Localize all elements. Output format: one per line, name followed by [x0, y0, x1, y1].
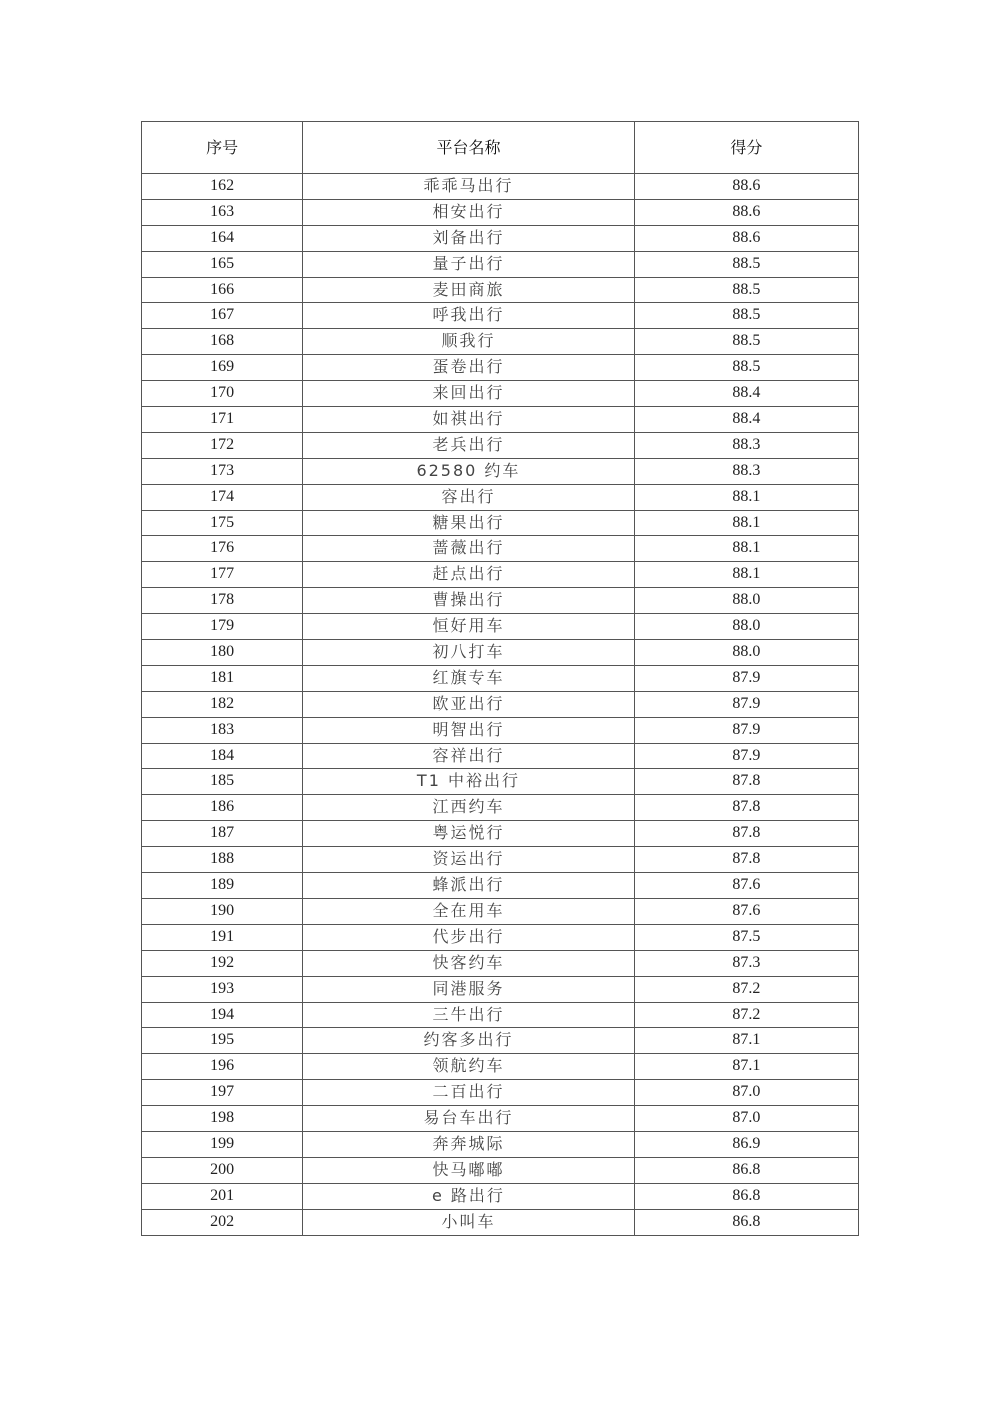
score-cell: 87.2	[634, 976, 858, 1002]
serial-number-cell: 180	[142, 640, 303, 666]
platform-name-cell: 代步出行	[303, 924, 634, 950]
platform-name-cell: 顺我行	[303, 329, 634, 355]
table-row	[142, 536, 859, 562]
serial-number-cell: 200	[142, 1157, 303, 1183]
score-cell: 87.8	[634, 769, 858, 795]
platform-name-cell: 欧亚出行	[303, 691, 634, 717]
platform-name-cell: 蛋卷出行	[303, 355, 634, 381]
score-cell: 88.1	[634, 484, 858, 510]
serial-number-cell: 165	[142, 251, 303, 277]
table-row	[142, 717, 859, 743]
score-cell: 87.1	[634, 1028, 858, 1054]
serial-number-cell: 190	[142, 898, 303, 924]
serial-number-cell: 189	[142, 873, 303, 899]
score-cell: 87.5	[634, 924, 858, 950]
serial-number-cell: 184	[142, 743, 303, 769]
platform-name-cell: 明智出行	[303, 717, 634, 743]
platform-name-cell: 奔奔城际	[303, 1131, 634, 1157]
platform-name-cell: 恒好用车	[303, 614, 634, 640]
score-cell: 88.5	[634, 251, 858, 277]
header-platform-name: 平台名称	[303, 122, 634, 174]
serial-number-cell: 188	[142, 847, 303, 873]
table-row	[142, 640, 859, 666]
platform-name-cell: 来回出行	[303, 381, 634, 407]
serial-number-cell: 176	[142, 536, 303, 562]
table-row	[142, 1183, 859, 1209]
platform-name-cell: 快马嘟嘟	[303, 1157, 634, 1183]
table-row	[142, 847, 859, 873]
serial-number-cell: 167	[142, 303, 303, 329]
score-cell: 87.9	[634, 743, 858, 769]
platform-name-cell: 赶点出行	[303, 562, 634, 588]
ranking-table	[141, 121, 859, 1236]
platform-name-cell: 容出行	[303, 484, 634, 510]
platform-name-cell: 62580 约车	[303, 458, 634, 484]
table-row	[142, 381, 859, 407]
table-row	[142, 924, 859, 950]
score-cell: 86.8	[634, 1157, 858, 1183]
platform-name-cell: 易台车出行	[303, 1106, 634, 1132]
score-cell: 88.4	[634, 381, 858, 407]
table-row	[142, 1080, 859, 1106]
score-cell: 88.6	[634, 174, 858, 200]
platform-name-cell: 全在用车	[303, 898, 634, 924]
header-row	[142, 122, 859, 174]
platform-name-cell: 蜂派出行	[303, 873, 634, 899]
table-row	[142, 1157, 859, 1183]
serial-number-cell: 172	[142, 432, 303, 458]
score-cell: 87.0	[634, 1106, 858, 1132]
score-cell: 88.1	[634, 536, 858, 562]
score-cell: 88.5	[634, 277, 858, 303]
serial-number-cell: 178	[142, 588, 303, 614]
platform-name-cell: 糖果出行	[303, 510, 634, 536]
score-cell: 86.9	[634, 1131, 858, 1157]
serial-number-cell: 202	[142, 1209, 303, 1235]
table-row	[142, 950, 859, 976]
table-row	[142, 562, 859, 588]
platform-name-cell: 量子出行	[303, 251, 634, 277]
platform-name-cell: 二百出行	[303, 1080, 634, 1106]
score-cell: 88.6	[634, 225, 858, 251]
score-cell: 88.5	[634, 355, 858, 381]
score-cell: 87.8	[634, 847, 858, 873]
serial-number-cell: 179	[142, 614, 303, 640]
table-header	[142, 122, 859, 174]
score-cell: 88.1	[634, 510, 858, 536]
serial-number-cell: 194	[142, 1002, 303, 1028]
table-row	[142, 665, 859, 691]
serial-number-cell: 192	[142, 950, 303, 976]
table-row	[142, 407, 859, 433]
table-row	[142, 510, 859, 536]
serial-number-cell: 183	[142, 717, 303, 743]
header-score: 得分	[634, 122, 858, 174]
serial-number-cell: 187	[142, 821, 303, 847]
platform-name-cell: 容祥出行	[303, 743, 634, 769]
serial-number-cell: 181	[142, 665, 303, 691]
score-cell: 88.0	[634, 614, 858, 640]
score-cell: 88.5	[634, 303, 858, 329]
platform-name-cell: 快客约车	[303, 950, 634, 976]
serial-number-cell: 186	[142, 795, 303, 821]
serial-number-cell: 196	[142, 1054, 303, 1080]
table-row	[142, 277, 859, 303]
table-row	[142, 898, 859, 924]
table-row	[142, 199, 859, 225]
score-cell: 87.9	[634, 691, 858, 717]
table-row	[142, 432, 859, 458]
table-row	[142, 691, 859, 717]
score-cell: 87.9	[634, 665, 858, 691]
table-row	[142, 1209, 859, 1235]
table-row	[142, 588, 859, 614]
platform-name-cell: T1 中裕出行	[303, 769, 634, 795]
score-cell: 87.6	[634, 873, 858, 899]
serial-number-cell: 164	[142, 225, 303, 251]
serial-number-cell: 162	[142, 174, 303, 200]
score-cell: 87.2	[634, 1002, 858, 1028]
platform-name-cell: 蔷薇出行	[303, 536, 634, 562]
table-row	[142, 769, 859, 795]
score-cell: 86.8	[634, 1209, 858, 1235]
serial-number-cell: 166	[142, 277, 303, 303]
serial-number-cell: 195	[142, 1028, 303, 1054]
serial-number-cell: 163	[142, 199, 303, 225]
score-cell: 88.3	[634, 432, 858, 458]
platform-name-cell: 呼我出行	[303, 303, 634, 329]
table-row	[142, 303, 859, 329]
score-cell: 88.1	[634, 562, 858, 588]
table-row	[142, 743, 859, 769]
score-cell: 88.6	[634, 199, 858, 225]
platform-name-cell: 粤运悦行	[303, 821, 634, 847]
score-cell: 87.3	[634, 950, 858, 976]
score-cell: 87.8	[634, 821, 858, 847]
score-cell: 88.0	[634, 588, 858, 614]
table-row	[142, 873, 859, 899]
platform-name-cell: 小叫车	[303, 1209, 634, 1235]
serial-number-cell: 171	[142, 407, 303, 433]
platform-name-cell: 老兵出行	[303, 432, 634, 458]
table-row	[142, 1131, 859, 1157]
score-cell: 88.4	[634, 407, 858, 433]
table-row	[142, 1054, 859, 1080]
serial-number-cell: 182	[142, 691, 303, 717]
serial-number-cell: 175	[142, 510, 303, 536]
serial-number-cell: 170	[142, 381, 303, 407]
platform-name-cell: 红旗专车	[303, 665, 634, 691]
serial-number-cell: 201	[142, 1183, 303, 1209]
serial-number-cell: 193	[142, 976, 303, 1002]
platform-name-cell: 麦田商旅	[303, 277, 634, 303]
table-row	[142, 1002, 859, 1028]
header-serial-number: 序号	[142, 122, 303, 174]
serial-number-cell: 197	[142, 1080, 303, 1106]
serial-number-cell: 198	[142, 1106, 303, 1132]
score-cell: 87.9	[634, 717, 858, 743]
table-row	[142, 614, 859, 640]
platform-name-cell: 刘备出行	[303, 225, 634, 251]
platform-name-cell: 相安出行	[303, 199, 634, 225]
table-row	[142, 484, 859, 510]
table-row	[142, 355, 859, 381]
score-cell: 88.5	[634, 329, 858, 355]
table-row	[142, 976, 859, 1002]
table-row	[142, 1028, 859, 1054]
platform-name-cell: 如祺出行	[303, 407, 634, 433]
score-cell: 87.8	[634, 795, 858, 821]
platform-name-cell: 领航约车	[303, 1054, 634, 1080]
platform-name-cell: 江西约车	[303, 795, 634, 821]
score-cell: 87.0	[634, 1080, 858, 1106]
serial-number-cell: 168	[142, 329, 303, 355]
table-row	[142, 225, 859, 251]
table-row	[142, 329, 859, 355]
score-cell: 87.6	[634, 898, 858, 924]
platform-name-cell: 曹操出行	[303, 588, 634, 614]
table-body	[142, 174, 859, 1236]
serial-number-cell: 177	[142, 562, 303, 588]
table-row	[142, 795, 859, 821]
serial-number-cell: 173	[142, 458, 303, 484]
score-cell: 88.3	[634, 458, 858, 484]
serial-number-cell: 185	[142, 769, 303, 795]
serial-number-cell: 169	[142, 355, 303, 381]
table-row	[142, 821, 859, 847]
platform-name-cell: 约客多出行	[303, 1028, 634, 1054]
table-row	[142, 458, 859, 484]
table-row	[142, 251, 859, 277]
platform-name-cell: 三牛出行	[303, 1002, 634, 1028]
score-cell: 88.0	[634, 640, 858, 666]
platform-name-cell: 初八打车	[303, 640, 634, 666]
platform-name-cell: 同港服务	[303, 976, 634, 1002]
table-row	[142, 1106, 859, 1132]
table-row	[142, 174, 859, 200]
platform-name-cell: 资运出行	[303, 847, 634, 873]
score-cell: 87.1	[634, 1054, 858, 1080]
platform-name-cell: e 路出行	[303, 1183, 634, 1209]
platform-name-cell: 乖乖马出行	[303, 174, 634, 200]
serial-number-cell: 174	[142, 484, 303, 510]
serial-number-cell: 199	[142, 1131, 303, 1157]
score-cell: 86.8	[634, 1183, 858, 1209]
serial-number-cell: 191	[142, 924, 303, 950]
